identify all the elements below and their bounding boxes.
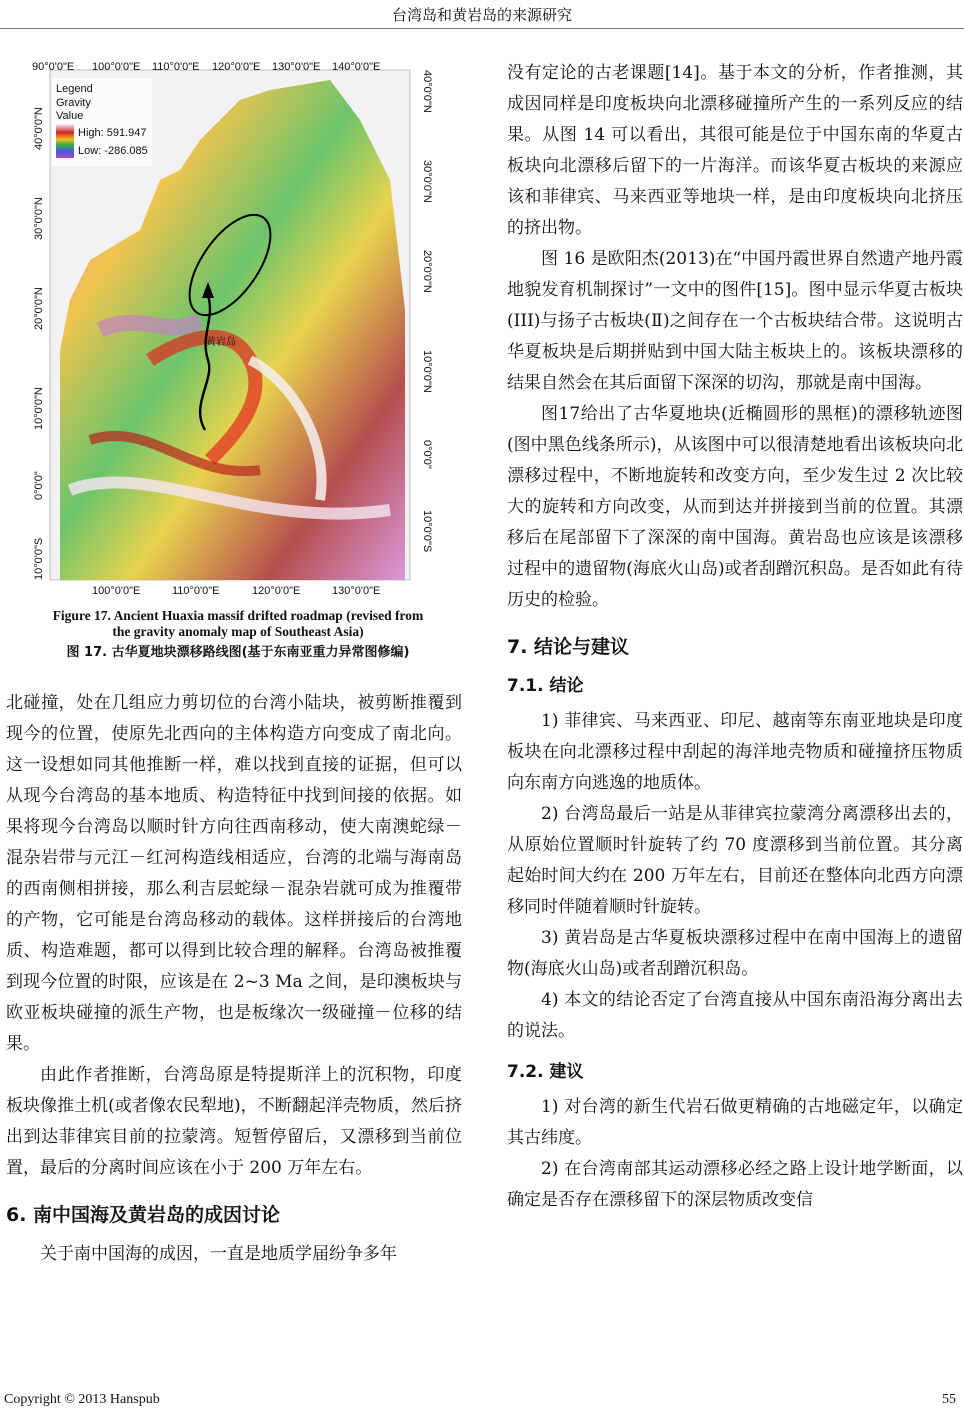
paragraph: 图 16 是欧阳杰(2013)在“中国丹霞世界自然遗产地丹霞地貌发育机制探讨”一文中的图件[15]。图中显示华夏古板块(III)与扬子古板块(Ⅱ)之间存在一个古板块结合带。这说明古华夏板块是后期拼贴到中国大陆主板块上的。该板块漂移的结果自然会在其后面留下深深的切沟，那就是南中国海。 [507,249,963,393]
paragraph: 北碰撞，处在几组应力剪切位的台湾小陆块，被剪断推覆到现今的位置，使原先北西向的主体构造方向变成了南北向。这一设想如同其他推断一样，难以找到直接的证据，但可以从现今台湾岛的基本地质、构造特征中找到间接的依据。如果将现今台湾岛以顺时针方向往西南移动，使大南澳蛇绿－混杂岩带与元江－红河构造线相适应，台湾的北端与海南岛的西南侧相拼接，那么利吉层蛇绿－混杂岩就可成为推覆带的产物，它可能是台湾岛移动的载体。这样拼接后的台湾地质、构造难题，都可以得到比较合理的解释。台湾岛被推覆到现今位置的时限，应该是在 2~3 Ma 之间，是印澳板块与欧亚板块碰撞的派生产物，也是板缘次一级碰撞－位移的结果。 [6,693,462,1054]
left-column [6,688,462,1270]
gravity-anomaly-map [30,60,458,600]
top-label: 120°0'0"E [212,61,261,73]
legend-color-bar [56,124,74,158]
legend-high: High: 591.947 [78,127,147,139]
caption-en-line2: the gravity anomaly map of Southeast Asia) [112,624,364,639]
right-label: 30°0'0"N [421,160,433,203]
figure-caption-zh: 图 17. 古华夏地块漂移路线图(基于东南亚重力异常图修编) [66,645,410,660]
suggestion-item: 1) 对台湾的新生代岩石做更精确的古地磁定年，以确定其古纬度。 [507,1097,963,1148]
bottom-label: 110°0'0"E [172,585,220,597]
section-heading-7: 7. 结论与建议 [507,636,630,658]
left-label: 10°0'0"S [33,537,45,580]
bottom-label: 130°0'0"E [332,585,381,597]
legend-low: Low: -286.085 [78,145,148,157]
legend-sub2: Value [56,110,84,122]
figure-17 [30,60,458,600]
left-label: 20°0'0"N [33,287,45,330]
right-label: 10°0'0"S [421,510,433,553]
right-label: 10°0'0"N [421,350,433,393]
paragraph: 由此作者推断，台湾岛原是特提斯洋上的沉积物，印度板块像推土机(或者像农民犁地)，不断翻起洋壳物质，然后挤出到达菲律宾目前的拉蒙湾。短暂停留后，又漂移到当前位置，最后的分离时间应该在小于 200 万年左右。 [6,1065,462,1178]
conclusion-item: 3) 黄岩岛是古华夏板块漂移过程中在南中国海上的遗留物(海底火山岛)或者刮蹭沉积岛。 [507,928,963,979]
page-number: 55 [942,1392,956,1407]
header-rule [0,28,964,29]
legend-title: Legend [56,83,93,95]
top-label: 110°0'0"E [152,61,200,73]
bottom-label: 100°0'0"E [92,585,141,597]
top-label: 90°0'0"E [32,61,75,73]
paragraph: 图17给出了古华夏地块(近椭圆形的黑框)的漂移轨迹图(图中黑色线条所示)，从该图中可以很清楚地看出该板块向北漂移过程中，不断地旋转和改变方向，至少发生过 2 次比较大的旋转和方向改变，从而到达并拼接到当前的位置。其漂移后在尾部留下了深深的南中国海。黄岩岛也应该是该漂移过程中的遗留物(海底火山岛)或者刮蹭沉积岛。是否如此有待历史的检验。 [507,404,963,610]
suggestion-item: 2) 在台湾南部其运动漂移必经之路上设计地学断面，以确定是否存在漂移留下的深层物质改变信 [507,1159,963,1210]
caption-en-line1: Figure 17. Ancient Huaxia massif drifted roadmap (revised from [52,608,424,623]
left-label: 40°0'0"N [33,107,45,150]
island-label: 黄岩岛 [206,337,236,348]
top-label: 100°0'0"E [92,61,141,73]
right-label: 40°0'0"N [421,70,433,113]
conclusion-item: 4) 本文的结论否定了台湾直接从中国东南沿海分离出去的说法。 [507,990,963,1041]
left-label: 0°0'0" [33,471,45,500]
right-column [507,58,963,1216]
right-label: 0°0'0" [421,440,433,469]
right-label: 20°0'0"N [421,250,433,293]
left-label: 10°0'0"N [33,387,45,430]
top-label: 140°0'0"E [332,61,381,73]
footer-copyright: Copyright © 2013 Hanspub [4,1392,160,1407]
conclusion-item: 2) 台湾岛最后一站是从菲律宾拉蒙湾分离漂移出去的，从原始位置顺时针旋转了约 70 度漂移到当前位置。其分离起始时间大约在 200 万年左右，目前还在整体向北西方向漂移同时伴随着顺时针旋转。 [507,804,963,917]
bottom-label: 120°0'0"E [252,585,301,597]
conclusion-item: 1) 菲律宾、马来西亚、印尼、越南等东南亚地块是印度板块在向北漂移过程中刮起的海洋地壳物质和碰撞挤压物质向东南方向逃逸的地质体。 [507,711,963,793]
figure-caption-en [10,608,466,640]
top-label: 130°0'0"E [272,61,321,73]
left-label: 30°0'0"N [33,197,45,240]
paragraph: 没有定论的古老课题[14]。基于本文的分析，作者推测，其成因同样是印度板块向北漂移碰撞所产生的一系列反应的结果。从图 14 可以看出，其很可能是位于中国东南的华夏古板块向北漂移后留下的一片海洋。而该华夏古板块的来源应该和菲律宾、马来西亚等地块一样，是由印度板块向北挤压的挤出物。 [507,63,963,238]
section-heading-6: 6. 南中国海及黄岩岛的成因讨论 [6,1204,281,1226]
running-header: 台湾岛和黄岩岛的来源研究 [391,6,572,24]
subsection-heading-7-2: 7.2. 建议 [507,1062,584,1082]
paragraph: 关于南中国海的成因，一直是地质学届纷争多年 [40,1244,397,1264]
subsection-heading-7-1: 7.1. 结论 [507,676,584,696]
legend-sub1: Gravity [56,97,91,109]
